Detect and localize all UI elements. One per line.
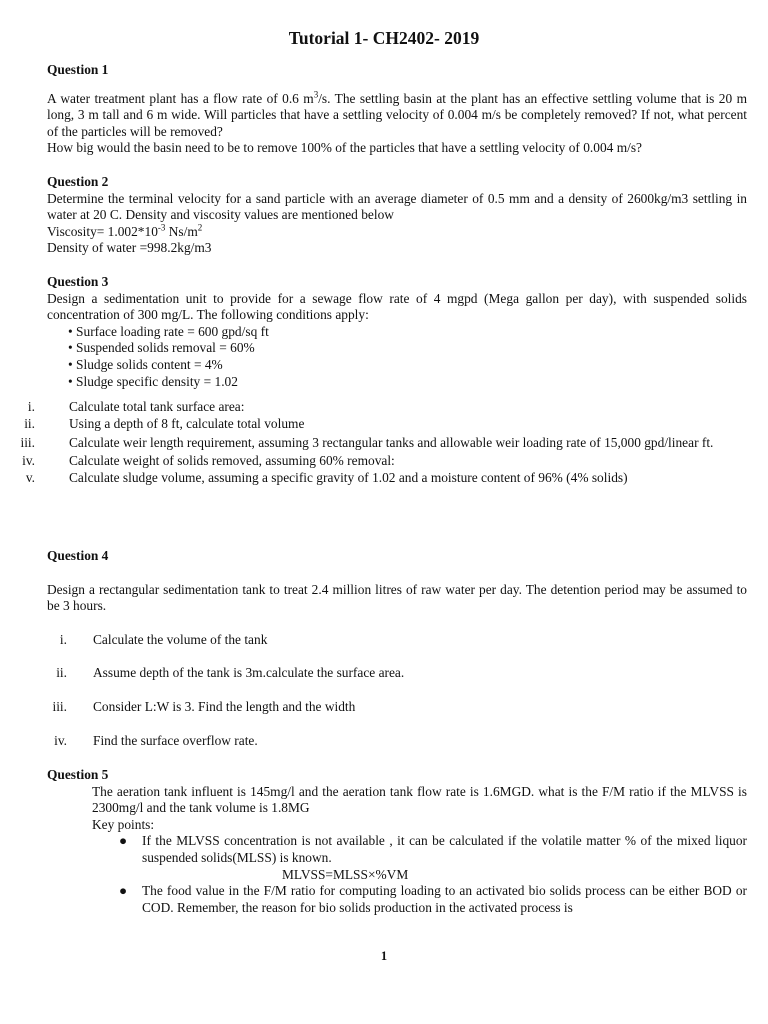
question-3 (20, 274, 747, 487)
list-item: iii. Consider L:W is 3. Find the length and the width (52, 698, 356, 714)
list-item: • Suspended solids removal = 60% (68, 340, 747, 357)
list-item: iv. Calculate weight of solids removed, assuming 60% removal: (22, 453, 395, 469)
page-number: 1 (380, 949, 388, 963)
viscosity-line: Viscosity= $1.002*10^{-3}$ $Ns/m^2$ (47, 222, 203, 239)
list-item: v. Calculate sludge volume, assuming a specific gravity of 1.02 and a moisture content of 96% (4% solids) (25, 469, 628, 485)
list-item: iii. Calculate weir length requirement, assuming 3 rectangular tanks and allowable weir loading rate of 15,000 gpd/linear ft. (20, 435, 714, 451)
bullet-icon: ● (119, 833, 128, 849)
list-item: ii. Assume depth of the tank is 3m.calculate the surface area. (56, 665, 405, 681)
question-2 (47, 174, 747, 257)
question-5-text: The aeration tank influent is 145mg/l and the aeration tank flow rate is 1.6MGD. what is the F/M ratio if the MLVSS is 2300mg/l and the tank volume is 1.8MG (92, 783, 747, 816)
key-points-list (92, 833, 747, 916)
question-4-text: Design a rectangular sedimentation tank to treat 2.4 million litres of raw water per day. The detention period may be assumed to be 3 hours. (47, 581, 747, 614)
question-1-followup: How big would the basin need to be to remove 100% of the particles that have a settling velocity of 0.004 m/s? (47, 140, 642, 156)
question-1-heading: Question 1 (47, 62, 109, 77)
question-4-heading: Question 4 (47, 548, 109, 563)
question-3-text: Design a sedimentation unit to provide for a sewage flow rate of 4 mgpd (Mega gallon per day), with suspended solids concentration of 300 mg/L. The following conditions apply: (47, 290, 747, 323)
question-2-text: Determine the terminal velocity for a sand particle with an average diameter of 0.5 mm and a density of 2600kg/m3 settling in water at 20 C. Density and viscosity values are mentioned below (47, 190, 747, 223)
list-item: • Sludge solids content = 4% (68, 357, 747, 374)
question-4 (47, 548, 747, 766)
mlvss-equation: MLVSS=MLSS×%VM (282, 866, 409, 882)
list-item: i. Calculate the volume of the tank (59, 631, 268, 647)
list-item: • Surface loading rate = 600 gpd/sq ft (68, 324, 747, 341)
question-3-steps (20, 399, 747, 486)
question-5-heading: Question 5 (47, 767, 109, 782)
question-3-heading: Question 3 (47, 274, 109, 289)
question-1 (47, 62, 747, 157)
key-points-label: Key points: (92, 816, 155, 832)
question-4-steps (47, 632, 747, 749)
list-item: i. Calculate total tank surface area: (27, 399, 245, 415)
question-2-heading: Question 2 (47, 174, 109, 189)
list-item: ● The food value in the F/M ratio for computing loading to an activated bio solids process can be either BOD or COD. Remember, the reason for bio solids production in the activated process is (119, 883, 747, 915)
question-1-text: A water treatment plant has a flow rate of 0.6 $m^3/s$. The settling basin at the plant has an effective settling volume that is 20 m long, 3 m tall and 6 m wide. Will particles that have a settling velocity of 0.004 m/s be completely removed? If not, what percent of the particles will be removed? (47, 89, 747, 139)
list-item: • Sludge specific density = 1.02 (68, 374, 747, 391)
bullet-icon: ● (119, 883, 128, 899)
list-item: iv. Find the surface overflow rate. (54, 732, 258, 748)
conditions-list (47, 324, 747, 390)
list-item: ● If the MLVSS concentration is not available , it can be calculated if the volatile matter % of the mixed liquor suspended solids(MLSS) is known. MLVSS=MLSS×%VM (119, 833, 747, 882)
page-title: Tutorial 1- CH2402- 2019 (288, 28, 480, 48)
question-5 (47, 767, 747, 916)
superscript: 3 (313, 89, 319, 100)
density-line: Density of water =998.2kg/m3 (47, 240, 212, 256)
list-item: ii. Using a depth of 8 ft, calculate total volume (24, 415, 305, 431)
